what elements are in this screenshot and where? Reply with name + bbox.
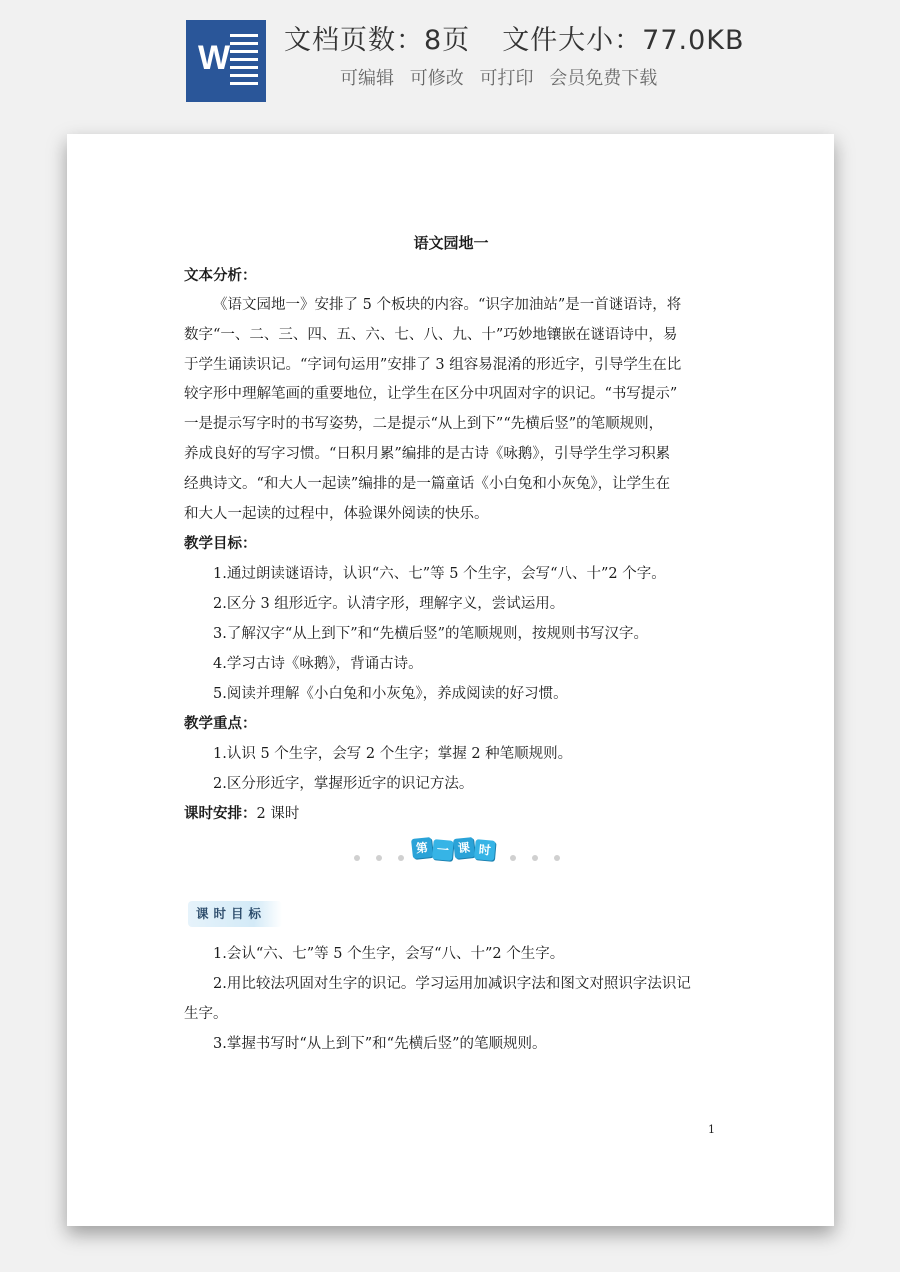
goal-item: 3.了解汉字“从上到下”和“先横后竖”的笔顺规则，按规则书写汉字。 [213, 626, 648, 643]
goal-item: 2.区分 3 组形近字。认清字形，理解字义，尝试运用。 [213, 596, 565, 613]
lesson-goal-item: 2.用比较法巩固对生字的识记。学习运用加减识字法和图文对照识字法识记 [213, 976, 691, 992]
schedule-heading: 课时安排： [184, 805, 257, 823]
focus-item: 2.区分形近字，掌握形近字的识记方法。 [213, 776, 474, 793]
analysis-line: 《语文园地一》安排了 5 个板块的内容。“识字加油站”是一首谜语诗，将 [213, 297, 682, 313]
badge-char: 第 [411, 837, 433, 859]
lesson-goal-item: 3.掌握书写时“从上到下”和“先横后竖”的笔顺规则。 [213, 1036, 547, 1052]
divider-dots-right [510, 849, 576, 865]
badge-char: 课 [453, 837, 475, 859]
page-number: 1 [708, 1123, 715, 1136]
file-features [340, 64, 667, 90]
lesson-divider [184, 837, 718, 867]
document-page [67, 134, 834, 1226]
goals-heading: 教学目标： [184, 535, 257, 553]
schedule-value: 2 课时 [256, 806, 300, 823]
download-banner [0, 0, 900, 110]
analysis-line: 和大人一起读的过程中，体验课外阅读的快乐。 [184, 505, 489, 522]
analysis-line: 于学生诵读识记。“字词句运用”安排了 3 组容易混淆的形近字，引导学生在比 [184, 356, 682, 373]
lesson-goal-item-continued: 生字。 [184, 1006, 228, 1022]
page-count: 文档页数：8页 [284, 25, 471, 56]
analysis-line: 养成良好的写字习惯。“日积月累”编排的是古诗《咏鹅》，引导学生学习积累 [184, 445, 671, 462]
lesson-goal-item: 1.会认“六、七”等 5 个生字，会写“八、十”2 个生字。 [213, 946, 565, 962]
page-content [184, 229, 718, 1052]
feature-modifiable: 可修改 [409, 68, 464, 89]
analysis-line: 一是提示写字时的书写姿势，二是提示“从上到下”“先横后竖”的笔顺规则， [184, 416, 664, 433]
word-document-icon [186, 20, 266, 102]
divider-dots-left [354, 849, 420, 865]
feature-editable: 可编辑 [340, 68, 394, 89]
file-size: 文件大小：77.0KB [502, 25, 745, 56]
file-info-title [284, 18, 784, 57]
goal-item: 4.学习古诗《咏鹅》，背诵古诗。 [213, 656, 423, 673]
lesson-goal-tag: 课时目标 [188, 901, 282, 927]
focus-item: 1.认识 5 个生字，会写 2 个生字；掌握 2 种笔顺规则。 [213, 746, 573, 763]
word-logo-letter: W [198, 39, 231, 77]
goal-item: 1.通过朗读谜语诗，认识“六、七”等 5 个生字，会写“八、十”2 个字。 [213, 566, 666, 583]
feature-member-download: 会员免费下载 [549, 68, 658, 89]
analysis-line: 数字“一、二、三、四、五、六、七、八、九、十”巧妙地镶嵌在谜语诗中，易 [184, 326, 678, 343]
document-lines-icon [230, 34, 258, 90]
analysis-heading: 文本分析： [184, 267, 257, 284]
goal-item: 5.阅读并理解《小白兔和小灰兔》，养成阅读的好习惯。 [213, 686, 568, 703]
analysis-line: 较字形中理解笔画的重要地位，让学生在区分中巩固对字的识记。“书写提示” [184, 386, 678, 403]
schedule-line [184, 799, 718, 829]
badge-char: 时 [474, 839, 496, 861]
analysis-line: 经典诗文。“和大人一起读”编排的是一篇童话《小白兔和小灰兔》，让学生在 [184, 475, 671, 492]
badge-char: 一 [432, 839, 454, 861]
lesson-badge [412, 838, 498, 862]
analysis-paragraph [184, 291, 718, 529]
focus-heading: 教学重点： [184, 715, 257, 733]
feature-printable: 可打印 [479, 68, 534, 89]
lesson-goals [184, 939, 718, 1059]
document-title: 语文园地一 [413, 234, 489, 252]
